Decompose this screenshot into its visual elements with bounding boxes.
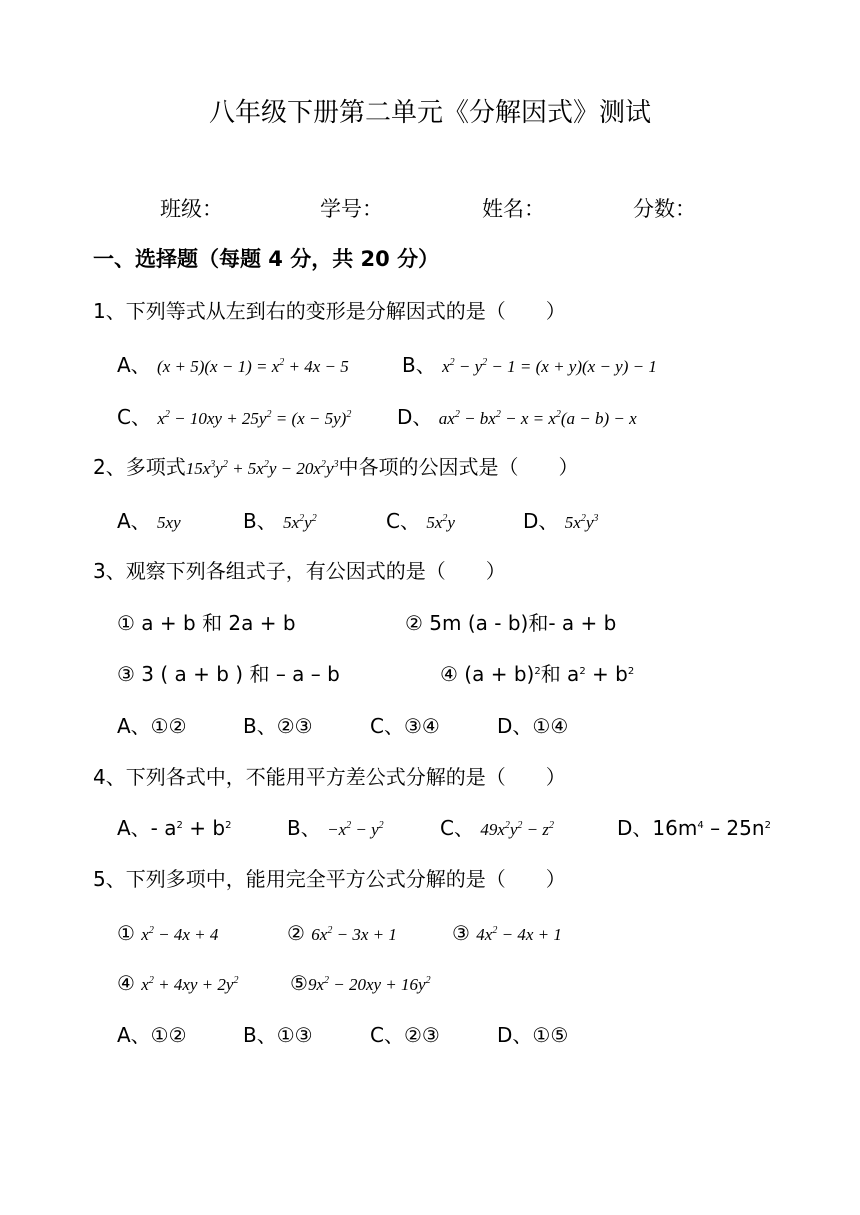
q5-option-c: C、②③ <box>370 1023 440 1047</box>
q1-option-d <box>397 404 637 432</box>
q4-c-formula: $49x^2y^2 - z^2$ <box>480 820 555 839</box>
q3-g4-part: + b <box>585 662 628 686</box>
q3-option-b: B、②③ <box>243 714 313 738</box>
section-heading: 一、选择题（每题 4 分，共 20 分） <box>93 247 440 271</box>
question-1-stem: 1、下列等式从左到右的变形是分解因式的是（ ） <box>93 299 566 323</box>
q5-item-1-formula: $x^2 - 4x + 4$ <box>141 925 219 944</box>
q5-item-1 <box>117 920 218 948</box>
q2-b-formula: $5x^2y^2$ <box>283 513 317 532</box>
question-2-stem <box>93 454 578 482</box>
q2-stem-post: 中各项的公因式是（ ） <box>338 455 579 479</box>
question-4-stem: 4、下列各式中，不能用平方差公式分解的是（ ） <box>93 765 566 789</box>
q2-option-b <box>243 508 317 536</box>
q5-option-b: B、①③ <box>243 1023 313 1047</box>
option-label: B、 <box>287 816 321 840</box>
q5-item-4 <box>117 970 238 998</box>
question-3-stem: 3、观察下列各组式子，有公因式的是（ ） <box>93 559 506 583</box>
q3-option-a: A、①② <box>117 714 187 738</box>
q4-option-a: A、- $a^2 + b^2$ <box>117 816 232 840</box>
class-label: 班级： <box>160 197 223 221</box>
q1-option-b <box>402 352 657 380</box>
q4-d-part: D、16m <box>617 816 698 840</box>
q5-option-d: D、①⑤ <box>497 1023 569 1047</box>
q3-g4-part: 和 a <box>540 662 580 686</box>
q4-option-b <box>287 815 384 843</box>
q2-stem-pre: 2、多项式 <box>93 455 186 479</box>
q5-item-4-formula: $x^2 + 4xy + 2y^2$ <box>141 975 239 994</box>
q4-option-c <box>440 815 554 843</box>
q2-d-formula: $5x^2y^3$ <box>564 513 599 532</box>
q1-a-formula: $(x + 5)(x - 1) = x^2 + 4x - 5$ <box>157 357 349 376</box>
q5-item-5 <box>290 970 431 998</box>
name-label: 姓名： <box>482 197 545 221</box>
option-label: A、 <box>117 353 151 377</box>
q3-group-3: ③ 3 ( a + b ) 和 – a – b <box>117 662 340 686</box>
q3-group-2: ② 5m (a - b)和- a + b <box>405 611 617 635</box>
option-label: B、 <box>402 353 436 377</box>
q4-a-part: + b <box>182 816 226 840</box>
option-label: C、 <box>386 509 420 533</box>
q2-option-c <box>386 508 455 536</box>
q5-option-a: A、①② <box>117 1023 187 1047</box>
option-label: C、 <box>117 405 151 429</box>
option-label: D、 <box>397 405 433 429</box>
q4-b-formula: $-x^2 - y^2$ <box>327 820 384 839</box>
page-title: 八年级下册第二单元《分解因式》测试 <box>208 98 651 128</box>
item-number: ③ <box>452 921 470 945</box>
q2-polynomial: $15x^3y^2 + 5x^2y - 20x^2y^3$ <box>185 459 339 478</box>
question-5-stem: 5、下列多项中，能用完全平方公式分解的是（ ） <box>93 867 566 891</box>
q3-group-4: ④ $(a + b)^2$和 $a^2 + b^2$ <box>440 662 635 686</box>
option-label: C、 <box>440 816 474 840</box>
score-label: 分数： <box>633 197 696 221</box>
q2-option-d <box>523 508 598 536</box>
q1-c-formula: $x^2 - 10xy + 25y^2 = (x - 5y)^2$ <box>157 409 352 428</box>
q4-option-d: D、$16m^4 - 25n^2$ <box>617 816 771 840</box>
q3-option-c: C、③④ <box>370 714 440 738</box>
item-number: ⑤ <box>290 971 308 995</box>
student-number-label: 学号： <box>320 197 383 221</box>
item-number: ② <box>287 921 305 945</box>
q5-item-2-formula: $6x^2 - 3x + 1$ <box>311 925 397 944</box>
q5-item-3 <box>452 920 562 948</box>
q3-option-d: D、①④ <box>497 714 569 738</box>
q1-option-a <box>117 352 349 380</box>
q3-g4-part: ④ (a + b) <box>440 662 535 686</box>
q4-d-part: – 25n <box>703 816 765 840</box>
q2-a-formula: 5xy <box>157 513 181 532</box>
q1-d-formula: $ax^2 - bx^2 - x = x^2(a - b) - x$ <box>438 409 637 428</box>
q1-option-c <box>117 404 351 432</box>
q3-group-1: ① a + b 和 2a + b <box>117 611 296 635</box>
item-number: ④ <box>117 971 135 995</box>
q2-c-formula: $5x^2y$ <box>426 513 455 532</box>
q4-a-part: A、- a <box>117 816 177 840</box>
q5-item-2 <box>287 920 397 948</box>
q2-option-a <box>117 508 181 536</box>
q5-item-3-formula: $4x^2 - 4x + 1$ <box>476 925 562 944</box>
q5-item-5-formula: $9x^2 - 20xy + 16y^2$ <box>307 975 431 994</box>
option-label: D、 <box>523 509 559 533</box>
item-number: ① <box>117 921 135 945</box>
q1-b-formula: $x^2 - y^2 - 1 = (x + y)(x - y) - 1$ <box>442 357 657 376</box>
option-label: A、 <box>117 509 151 533</box>
option-label: B、 <box>243 509 277 533</box>
